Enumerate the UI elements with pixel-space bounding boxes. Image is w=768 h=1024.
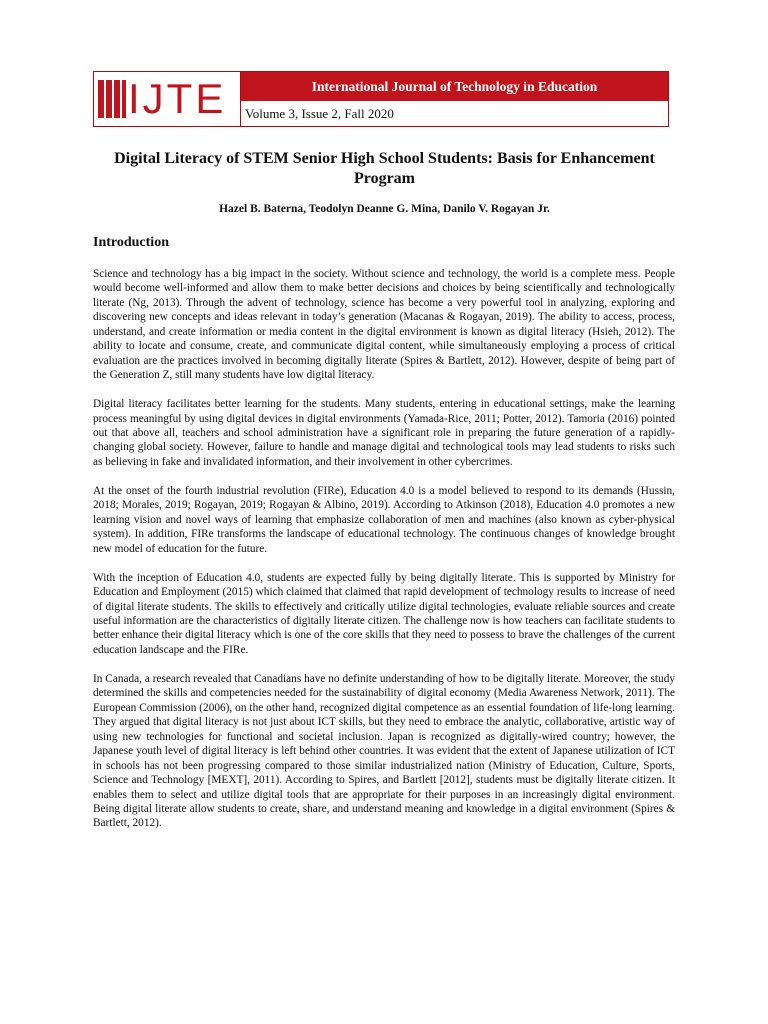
paragraph: In Canada, a research revealed that Canadians have no definite understanding of how to be digitally literate. Moreover, the study determined the skills and competencies needed for the sustainability of digital economy (Media Awareness Network, 2011). The European Commission (2006), on the other hand, recognized digital competence as an essential foundation of life-long learning. They argued that digital literacy is not just about ICT skills, but they need to embrace the analytic, collaborative, artistic way of using new technologies for functional and societal inclusion. Japan is recognized as digitally-wired country; however, the Japanese youth level of digital literacy is left behind other countries. It was evident that the extent of Japanese utilization of ICT in schools has not been progressing compared to those similar industrialized nation (Ministry of Education, Culture, Sports, Science and Technology [MEXT], 2011). According to Spires, and Bartlett [2012], students must be digitally literate citizen. It enables them to select and utilize digital tools that are appropriate for their purposes in an increasingly digital environment. Being digital literate allow students to create, share, and understand meaning and knowledge in a digital environment (Spires & Bartlett, 2012). xyxy=(93,672,675,830)
paragraph: With the inception of Education 4.0, students are expected fully by being digitally literate. This is supported by Ministry for Education and Employment (2015) which claimed that claimed that rapid development of technology results to increase of need of digital literate students. The skills to effectively and critically utilize digital technologies, evaluate reliable sources and create useful information are the characteristics of digitally literate citizen. The challenge now is how teachers can facilitate students to better enhance their digital literacy which is one of the core skills that they need to possess to brave the challenges of the current education landscape and the FIRe. xyxy=(93,571,675,656)
section-heading-introduction: Introduction xyxy=(93,235,169,250)
journal-logo xyxy=(94,72,241,126)
article-authors: Hazel B. Baterna, Teodolyn Deanne G. Mina, Danilo V. Rogayan Jr. xyxy=(219,203,550,215)
volume-issue: Volume 3, Issue 2, Fall 2020 xyxy=(245,106,394,121)
journal-name: International Journal of Technology in Education xyxy=(241,72,668,101)
paragraph: At the onset of the fourth industrial revolution (FIRe), Education 4.0 is a model believed to respond to its demands (Hussin, 2018; Morales, 2019; Rogayan, 2019; Rogayan & Albino, 2019). According to Atkinson (2018), Education 4.0 promotes a new learning vision and novel ways of learning that emphasize collaboration of men and machines (also known as cyber-physical system). In addition, FIRe transforms the landscape of educational technology. The continuous changes of knowledge brought new model of education for the future. xyxy=(93,484,675,555)
article-title: Digital Literacy of STEM Senior High School Students: Basis for Enhancement Program xyxy=(114,150,655,187)
paragraph: Digital literacy facilitates better learning for the students. Many students, entering in educational settings, make the learning process meaningful by using digital devices in digital environments (Yamada-Rice, 2011; Potter, 2012). Tamoria (2016) pointed out that above all, teachers and school administration have a significant role in preparing the future generation of a rapidly-changing global society. However, failure to handle and manage digital and technological tools may lead students to risks such as believing in fake and invalidated information, and their involvement in other cybercrimes. xyxy=(93,398,675,468)
logo-text: IJTE xyxy=(128,75,227,122)
paragraph: Science and technology has a big impact in the society. Without science and technology, the world is a complete mess. People would become well-informed and allow them to make better decisions and choices by being scientifically and technologically literate (Ng, 2013). Through the advent of technology, science has become a very powerful tool in analyzing, exploring and discovering new concepts and ideas relevant in today’s generation (Macanas & Rogayan, 2019). The ability to access, process, understand, and create information or media content in the digital environment is known as digital literacy (Hsieh, 2012). The ability to locate and consume, create, and communicate digital content, while simultaneously employing a process of critical evaluation are the practices involved in becoming digitally literate (Spires & Bartlett, 2012). However, despite of being part of the Generation Z, still many students have low digital literacy. xyxy=(93,268,675,382)
journal-header xyxy=(93,71,669,127)
article-body xyxy=(93,267,675,845)
